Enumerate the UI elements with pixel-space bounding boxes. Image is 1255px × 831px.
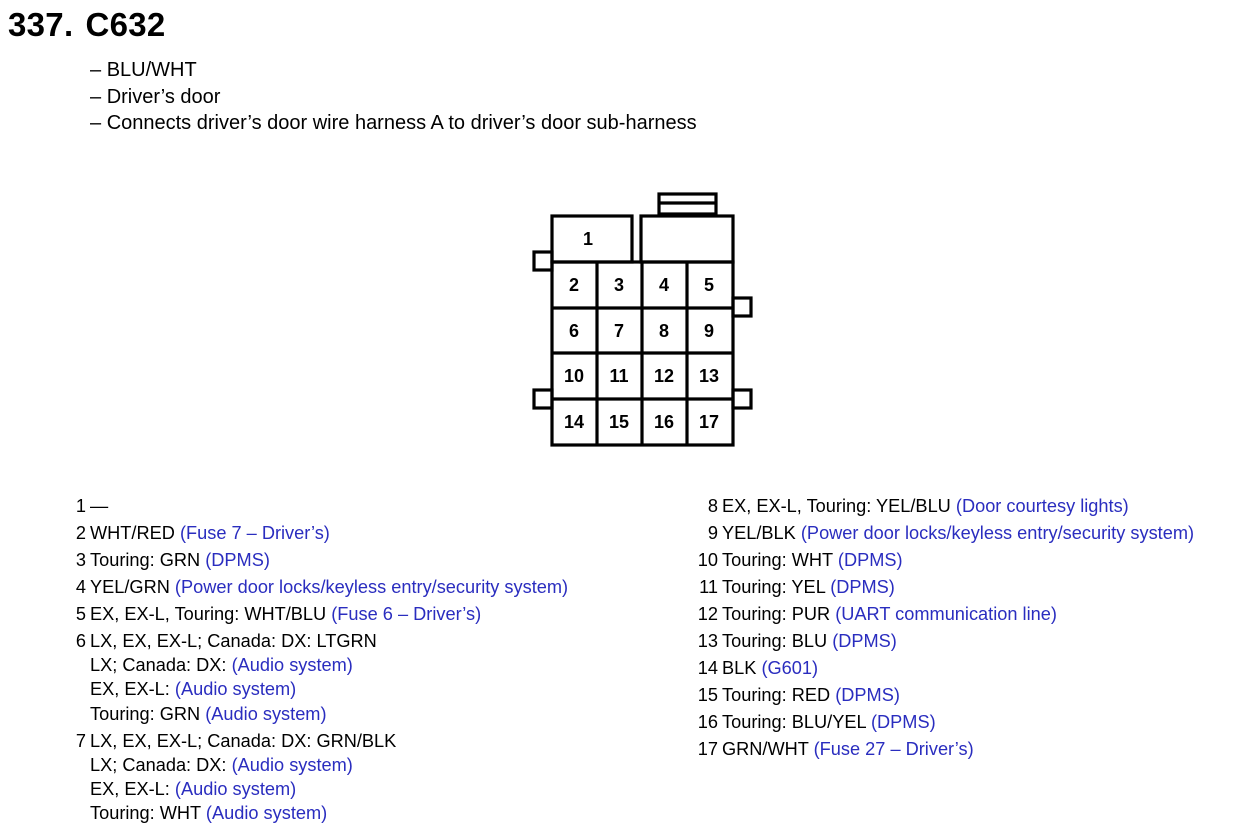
pin-entry-line [90, 494, 678, 518]
wire-label: Touring: RED [722, 685, 831, 705]
pin-entry-body [90, 629, 678, 726]
entry-number: 337. [8, 6, 74, 43]
pin-entry-body [722, 710, 1255, 734]
pin-entry-6 [58, 629, 678, 726]
circuit-reference-link[interactable]: (DPMS) [870, 712, 936, 732]
pin-entry-body [722, 737, 1255, 761]
description-location: – Driver’s door [90, 84, 697, 111]
pin-entry-7 [58, 729, 678, 826]
wire-label: Touring: PUR [722, 604, 831, 624]
description-color: – BLU/WHT [90, 57, 697, 84]
pin-number: 10 [563, 366, 585, 386]
circuit-reference-link[interactable]: (Audio system) [231, 754, 353, 775]
pin-entry-line [722, 629, 1255, 653]
wire-label: EX, EX-L, Touring: WHT/BLU [90, 604, 327, 624]
pin-number: 13 [698, 366, 720, 386]
pin-entry-number: 17 [697, 739, 718, 759]
pin-number: 4 [658, 275, 670, 295]
pin-entry-body [722, 521, 1255, 545]
description-connection: – Connects driver’s door wire harness A to driver’s door sub-harness [90, 110, 697, 137]
pin-list-right [680, 494, 1255, 764]
pin-entry-body [722, 656, 1255, 680]
pin-entry-number: 12 [697, 604, 718, 624]
pin-entry-8 [680, 494, 1255, 518]
pin-number: 17 [698, 412, 720, 432]
pin-number: 15 [608, 412, 630, 432]
wire-label: Touring: WHT [722, 550, 833, 570]
pin-entry-line [722, 737, 1255, 761]
pin-entry-number: 1 [75, 496, 86, 516]
circuit-reference-link[interactable]: (Audio system) [231, 655, 353, 676]
pin-entry-number: 14 [697, 658, 718, 678]
circuit-reference-link[interactable]: (DPMS) [205, 550, 270, 570]
wire-label: BLK [722, 658, 757, 678]
pin-entry-16 [680, 710, 1255, 734]
pin-entry-number: 2 [75, 523, 86, 543]
circuit-reference-link[interactable]: (Audio system) [174, 679, 297, 700]
pin-number: 6 [568, 321, 580, 341]
wire-label: LX; Canada: DX: [90, 655, 227, 676]
blank-cell [641, 216, 733, 262]
side-tab [733, 298, 751, 316]
wire-label: YEL/BLK [722, 523, 796, 543]
pin-entry-line [90, 548, 678, 572]
pin-entry-line [90, 629, 678, 653]
wire-label: LX; Canada: DX: [90, 754, 227, 775]
pin-entry-11 [680, 575, 1255, 599]
pin-entry-body [722, 548, 1255, 572]
side-tab [534, 252, 552, 270]
pin-entry-number: 8 [707, 496, 718, 516]
pin-entry-3 [58, 548, 678, 572]
circuit-reference-link[interactable]: (Power door locks/keyless entry/security system) [174, 577, 569, 597]
wire-label: LX, EX, EX-L; Canada: DX: LTGRN [90, 631, 377, 651]
wire-label: YEL/GRN [90, 577, 170, 597]
wire-label: Touring: BLU [722, 631, 828, 651]
pin-entry-number: 16 [697, 712, 718, 732]
wire-label: EX, EX-L: [90, 679, 170, 700]
pin-entry-line [90, 753, 678, 777]
pin-entry-1 [58, 494, 678, 518]
circuit-reference-link[interactable]: (Audio system) [205, 703, 327, 724]
pin-entry-10 [680, 548, 1255, 572]
circuit-reference-link[interactable]: (Power door locks/keyless entry/security system) [800, 523, 1195, 543]
circuit-reference-link[interactable]: (Audio system) [174, 779, 297, 800]
pin-entry-2 [58, 521, 678, 545]
pin-entry-line [722, 656, 1255, 680]
pin-entry-line [90, 575, 678, 599]
pin-entry-line [90, 729, 678, 753]
pin-number: 5 [703, 275, 715, 295]
pin-entry-body [722, 575, 1255, 599]
pin-entry-body [90, 602, 678, 626]
pin-entry-line [90, 653, 678, 677]
pin-entry-body [90, 575, 678, 599]
wire-label: — [90, 496, 109, 516]
pin-entry-body [90, 729, 678, 826]
pin-entry-12 [680, 602, 1255, 626]
wire-label: WHT/RED [90, 523, 175, 543]
pin-entry-line [90, 702, 678, 726]
wire-label: LX, EX, EX-L; Canada: DX: GRN/BLK [90, 730, 397, 751]
pin-entry-line [90, 521, 678, 545]
wire-label: Touring: GRN [90, 550, 201, 570]
pin-entry-line [90, 677, 678, 701]
wire-label: EX, EX-L, Touring: YEL/BLU [722, 496, 951, 516]
circuit-reference-link[interactable]: (DPMS) [830, 577, 895, 597]
pin-entry-line [722, 521, 1255, 545]
pin-number: 12 [653, 366, 675, 386]
pin-number: 1 [582, 229, 594, 249]
pin-entry-line [90, 602, 678, 626]
pin-entry-13 [680, 629, 1255, 653]
circuit-reference-link[interactable]: (Fuse 6 – Driver’s) [331, 604, 482, 624]
pin-entry-number: 9 [707, 523, 718, 543]
pin-entry-body [722, 494, 1255, 518]
pin-entry-body [722, 629, 1255, 653]
wire-label: Touring: WHT [90, 803, 201, 824]
circuit-reference-link[interactable]: (Fuse 27 – Driver’s) [813, 739, 974, 759]
pin-number: 3 [613, 275, 625, 295]
side-tab [534, 390, 552, 408]
pin-number: 14 [563, 412, 585, 432]
pin-entry-line [722, 683, 1255, 707]
pin-entry-body [90, 494, 678, 518]
wire-label: Touring: BLU/YEL [722, 712, 866, 732]
circuit-reference-link[interactable]: (Audio system) [205, 803, 328, 824]
pin-entry-line [722, 548, 1255, 572]
pin-entry-body [722, 602, 1255, 626]
pin-entry-number: 10 [697, 550, 718, 570]
circuit-reference-link[interactable]: (DPMS) [832, 631, 897, 651]
pin-entry-number: 6 [75, 631, 86, 651]
pin-entry-9 [680, 521, 1255, 545]
pin-entry-body [722, 683, 1255, 707]
pin-number: 8 [658, 321, 670, 341]
pin-number: 16 [653, 412, 675, 432]
pin-entry-5 [58, 602, 678, 626]
pin-entry-number: 5 [75, 604, 86, 624]
pin-list-left [58, 494, 678, 828]
circuit-reference-link[interactable]: (Door courtesy lights) [955, 496, 1129, 516]
pin-entry-line [722, 494, 1255, 518]
wire-label: Touring: GRN [90, 703, 201, 724]
pin-number: 11 [609, 366, 629, 386]
pin-entry-line [90, 801, 678, 825]
pin-entry-line [722, 575, 1255, 599]
pin-entry-line [90, 777, 678, 801]
connector-id: C632 [85, 6, 166, 43]
pin-entry-17 [680, 737, 1255, 761]
pin-entry-14 [680, 656, 1255, 680]
pin-entry-number: 11 [699, 577, 718, 597]
pin-entry-body [90, 548, 678, 572]
circuit-reference-link[interactable]: (Fuse 7 – Driver’s) [179, 523, 330, 543]
circuit-reference-link[interactable]: (G601) [761, 658, 819, 678]
pin-entry-4 [58, 575, 678, 599]
pin-entry-number: 7 [75, 730, 86, 751]
pin-entry-line [722, 602, 1255, 626]
pin-number: 9 [703, 321, 715, 341]
circuit-reference-link[interactable]: (UART communication line) [835, 604, 1057, 624]
wire-label: Touring: YEL [722, 577, 826, 597]
wire-label: EX, EX-L: [90, 779, 170, 800]
pin-entry-body [90, 521, 678, 545]
side-tab [733, 390, 751, 408]
pin-entry-number: 4 [75, 577, 86, 597]
circuit-reference-link[interactable]: (DPMS) [837, 550, 903, 570]
pin-entry-15 [680, 683, 1255, 707]
wire-label: GRN/WHT [722, 739, 809, 759]
pin-entry-line [722, 710, 1255, 734]
circuit-reference-link[interactable]: (DPMS) [835, 685, 900, 705]
pin-entry-number: 15 [697, 685, 718, 705]
pin-number: 7 [613, 321, 625, 341]
pin-entry-number: 3 [75, 550, 86, 570]
pin-number: 2 [568, 275, 580, 295]
pin-entry-number: 13 [697, 631, 718, 651]
